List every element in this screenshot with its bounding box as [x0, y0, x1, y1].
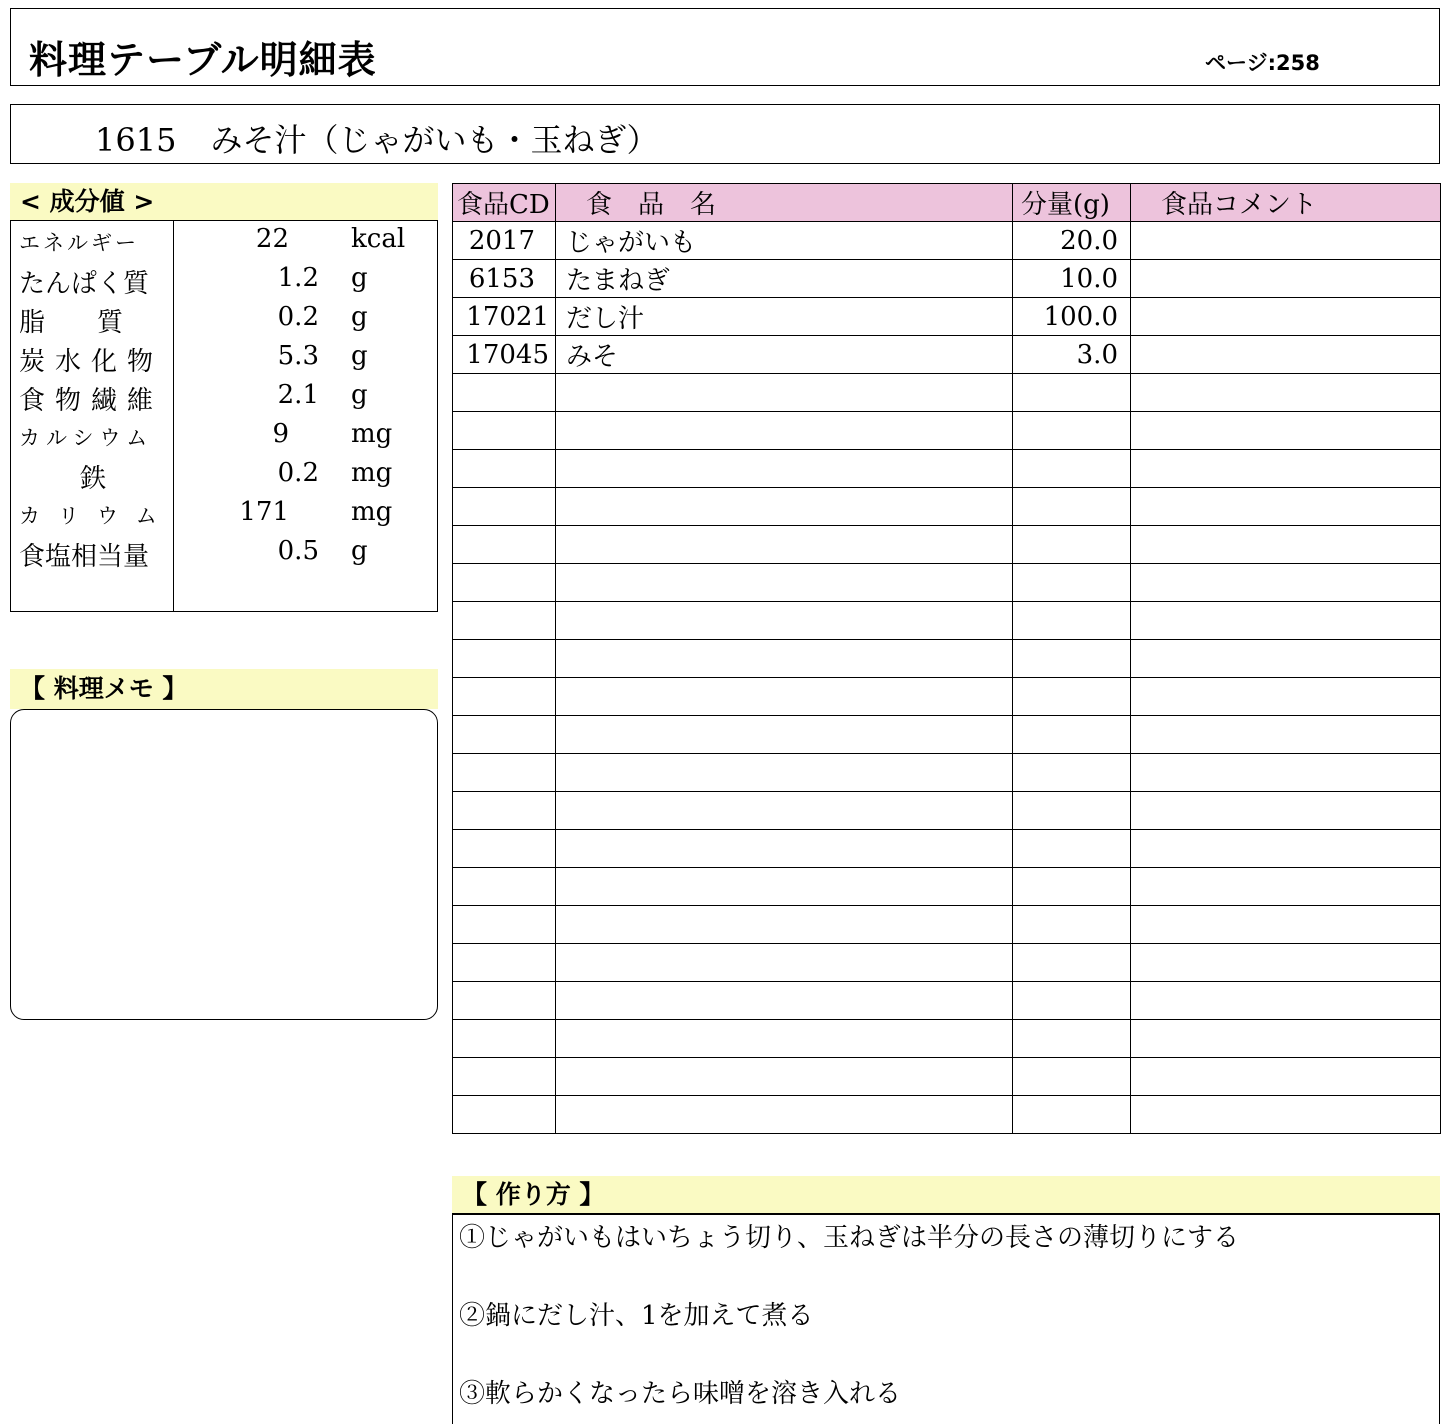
empty-cell: [1013, 564, 1131, 602]
empty-table-row: [453, 944, 1441, 982]
empty-table-row: [453, 792, 1441, 830]
empty-table-row: [453, 868, 1441, 906]
column-header-comment: 食品コメント: [1131, 184, 1441, 222]
empty-cell: [453, 640, 556, 678]
empty-table-row: [453, 1020, 1441, 1058]
empty-cell: [1131, 792, 1441, 830]
nutrient-unit: g: [351, 536, 368, 566]
empty-cell: [453, 792, 556, 830]
nutrition-row: [11, 416, 437, 455]
nutrient-value: 0.5: [277, 536, 319, 566]
nutrient-name: 食物繊維: [19, 386, 164, 416]
empty-cell: [1013, 602, 1131, 640]
method-step: ①じゃがいもはいちょう切り、玉ねぎは半分の長さの薄切りにする: [459, 1223, 1240, 1253]
column-header-qty: 分量(g): [1013, 184, 1131, 222]
empty-cell: [453, 602, 556, 640]
nutrient-name: たんぱく質: [19, 269, 150, 299]
empty-cell: [1131, 1058, 1441, 1096]
empty-cell: [556, 1058, 1013, 1096]
empty-cell: [1013, 1096, 1131, 1134]
empty-cell: [453, 754, 556, 792]
recipe-box: [10, 104, 1440, 164]
empty-cell: [1013, 678, 1131, 716]
nutrient-value: 9: [272, 419, 289, 449]
empty-cell: [1131, 754, 1441, 792]
empty-cell: [453, 906, 556, 944]
empty-cell: [1013, 716, 1131, 754]
empty-cell: [556, 412, 1013, 450]
empty-cell: [556, 374, 1013, 412]
recipe-code: 1615: [95, 121, 177, 159]
food-name-cell: じゃがいも: [556, 222, 1013, 260]
empty-cell: [556, 602, 1013, 640]
food-code-cell: 17045: [453, 336, 556, 374]
empty-cell: [556, 526, 1013, 564]
empty-table-row: [453, 526, 1441, 564]
empty-table-row: [453, 1058, 1441, 1096]
empty-cell: [556, 678, 1013, 716]
food-code-cell: 17021: [453, 298, 556, 336]
table-row: [453, 298, 1441, 336]
nutrient-value: 1.2: [277, 263, 319, 293]
comment-cell: [1131, 260, 1441, 298]
empty-table-row: [453, 640, 1441, 678]
nutrient-value: 0.2: [277, 458, 319, 488]
quantity-cell: 100.0: [1013, 298, 1131, 336]
nutrient-name: 炭水化物: [19, 347, 164, 377]
nutrient-unit: kcal: [351, 224, 406, 254]
empty-cell: [556, 792, 1013, 830]
table-row: [453, 336, 1441, 374]
empty-table-row: [453, 830, 1441, 868]
nutrient-name: カリウム: [19, 504, 175, 528]
empty-cell: [453, 488, 556, 526]
food-code-cell: 6153: [453, 260, 556, 298]
empty-cell: [453, 526, 556, 564]
nutrient-value: 171: [239, 497, 289, 527]
nutrient-unit: g: [351, 263, 368, 293]
empty-cell: [1013, 982, 1131, 1020]
memo-box: [10, 709, 438, 1020]
empty-cell: [1131, 450, 1441, 488]
empty-cell: [453, 678, 556, 716]
nutrient-name: エネルギー: [19, 231, 139, 255]
empty-cell: [1131, 526, 1441, 564]
empty-cell: [453, 944, 556, 982]
empty-cell: [453, 450, 556, 488]
nutrient-value: 5.3: [277, 341, 319, 371]
recipe-heading: [95, 115, 658, 161]
food-code-cell: 2017: [453, 222, 556, 260]
table-row: [453, 222, 1441, 260]
method-step: ③軟らかくなったら味噌を溶き入れる: [459, 1379, 902, 1409]
nutrient-unit: g: [351, 380, 368, 410]
empty-cell: [1131, 640, 1441, 678]
nutrient-name: カルシウム: [19, 426, 154, 450]
nutrient-name: 鉄: [79, 464, 106, 494]
quantity-cell: 20.0: [1013, 222, 1131, 260]
empty-cell: [1013, 944, 1131, 982]
empty-table-row: [453, 374, 1441, 412]
empty-cell: [453, 830, 556, 868]
nutrition-row: [11, 494, 437, 533]
nutrition-row: [11, 260, 437, 299]
empty-table-row: [453, 488, 1441, 526]
method-step: ②鍋にだし汁、1を加えて煮る: [459, 1301, 814, 1331]
empty-cell: [1013, 1058, 1131, 1096]
empty-cell: [453, 564, 556, 602]
empty-cell: [556, 982, 1013, 1020]
empty-cell: [556, 1020, 1013, 1058]
nutrient-unit: mg: [351, 419, 393, 449]
nutrition-row: [11, 533, 437, 572]
nutrition-table: [10, 221, 438, 612]
empty-table-row: [453, 602, 1441, 640]
nutrient-unit: mg: [351, 497, 393, 527]
empty-cell: [1131, 564, 1441, 602]
empty-cell: [1131, 868, 1441, 906]
empty-cell: [1013, 1020, 1131, 1058]
nutrient-unit: mg: [351, 458, 393, 488]
column-header-name: 食 品 名: [556, 184, 1013, 222]
title-box: [10, 8, 1440, 86]
empty-cell: [1013, 412, 1131, 450]
empty-cell: [453, 1058, 556, 1096]
empty-cell: [453, 374, 556, 412]
empty-cell: [1131, 374, 1441, 412]
empty-cell: [1131, 678, 1441, 716]
empty-cell: [453, 1020, 556, 1058]
empty-cell: [556, 640, 1013, 678]
empty-cell: [1131, 412, 1441, 450]
table-row: [453, 260, 1441, 298]
empty-cell: [1013, 488, 1131, 526]
empty-cell: [1013, 792, 1131, 830]
empty-cell: [453, 868, 556, 906]
empty-cell: [453, 412, 556, 450]
empty-table-row: [453, 678, 1441, 716]
comment-cell: [1131, 298, 1441, 336]
nutrition-row: [11, 455, 437, 494]
empty-cell: [1131, 1020, 1441, 1058]
page-number-label: ページ:258: [1205, 51, 1320, 75]
nutrition-heading: < 成分値 >: [10, 183, 438, 221]
empty-cell: [1013, 830, 1131, 868]
nutrient-unit: g: [351, 302, 368, 332]
empty-table-row: [453, 982, 1441, 1020]
nutrient-value: 2.1: [277, 380, 319, 410]
empty-table-row: [453, 412, 1441, 450]
memo-heading: 【 料理メモ 】: [10, 669, 438, 709]
nutrient-value: 0.2: [277, 302, 319, 332]
nutrient-value: 22: [255, 224, 289, 254]
empty-cell: [556, 1096, 1013, 1134]
nutrient-unit: g: [351, 341, 368, 371]
empty-cell: [1131, 1096, 1441, 1134]
empty-cell: [556, 754, 1013, 792]
column-header-cd: 食品CD: [453, 184, 556, 222]
empty-cell: [556, 906, 1013, 944]
empty-cell: [1131, 830, 1441, 868]
empty-cell: [453, 982, 556, 1020]
empty-cell: [1013, 906, 1131, 944]
empty-cell: [1013, 868, 1131, 906]
empty-cell: [556, 450, 1013, 488]
method-box: [452, 1214, 1440, 1424]
empty-cell: [1013, 640, 1131, 678]
empty-cell: [1131, 944, 1441, 982]
empty-cell: [556, 944, 1013, 982]
nutrition-row: [11, 338, 437, 377]
empty-cell: [556, 830, 1013, 868]
nutrient-name: 脂 質: [19, 308, 124, 338]
food-name-cell: みそ: [556, 336, 1013, 374]
empty-cell: [556, 716, 1013, 754]
empty-cell: [1131, 906, 1441, 944]
empty-cell: [1131, 716, 1441, 754]
empty-cell: [1131, 602, 1441, 640]
ingredients-header-row: [453, 184, 1441, 222]
nutrition-row: [11, 377, 437, 416]
empty-cell: [1013, 374, 1131, 412]
nutrition-row: [11, 299, 437, 338]
comment-cell: [1131, 336, 1441, 374]
empty-cell: [1013, 754, 1131, 792]
nutrient-name: 食塩相当量: [19, 542, 150, 572]
empty-table-row: [453, 906, 1441, 944]
quantity-cell: 3.0: [1013, 336, 1131, 374]
ingredients-table: [452, 183, 1440, 1157]
empty-cell: [1131, 982, 1441, 1020]
empty-table-row: [453, 450, 1441, 488]
empty-cell: [1013, 526, 1131, 564]
empty-cell: [556, 564, 1013, 602]
empty-cell: [556, 488, 1013, 526]
recipe-name: みそ汁（じゃがいも・玉ねぎ）: [210, 121, 659, 159]
quantity-cell: 10.0: [1013, 260, 1131, 298]
empty-table-row: [453, 564, 1441, 602]
empty-table-row: [453, 716, 1441, 754]
empty-cell: [453, 1096, 556, 1134]
food-name-cell: だし汁: [556, 298, 1013, 336]
empty-cell: [556, 868, 1013, 906]
empty-table-row: [453, 754, 1441, 792]
empty-cell: [1131, 488, 1441, 526]
comment-cell: [1131, 222, 1441, 260]
empty-cell: [1013, 450, 1131, 488]
nutrition-row: [11, 221, 437, 260]
method-heading: 【 作り方 】: [452, 1176, 1440, 1214]
empty-cell: [453, 716, 556, 754]
page-title: 料理テーブル明細表: [29, 38, 377, 82]
food-name-cell: たまねぎ: [556, 260, 1013, 298]
empty-table-row: [453, 1096, 1441, 1134]
